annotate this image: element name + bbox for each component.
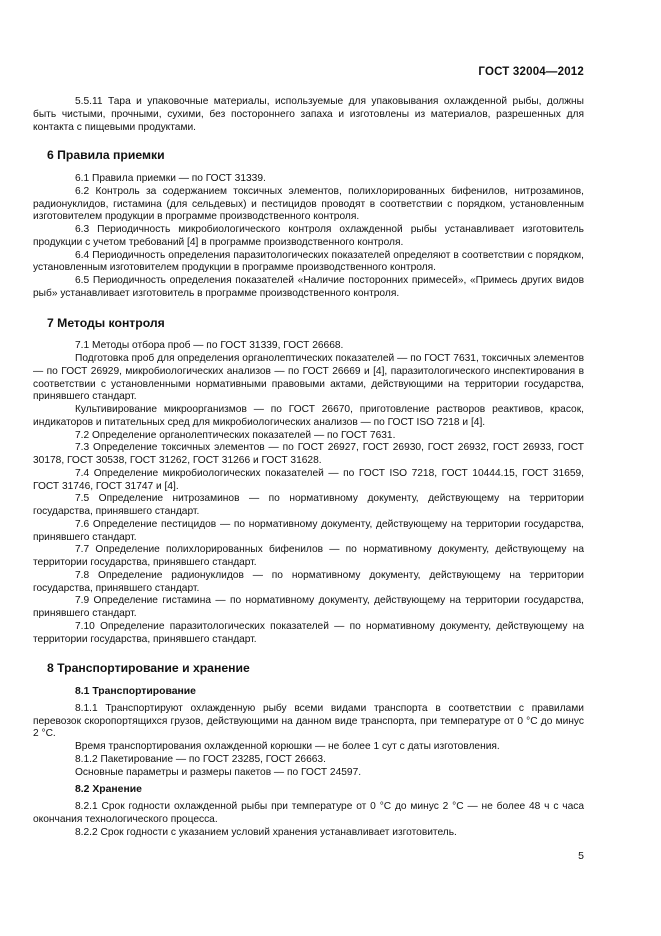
paragraph: 7.4 Определение микробиологических показателей — по ГОСТ ISO 7218, ГОСТ 10444.15, ГОСТ 31659, ГОСТ 31746, ГОСТ 31747 и [4]. — [33, 467, 584, 492]
section-7-title: 7 Методы контроля — [47, 315, 165, 330]
paragraph: 8.2.1 Срок годности охлажденной рыбы при температуре от 0 °С до минус 2 °С — не более 48 ч с часа окончания технологического процесса. — [33, 801, 584, 825]
paragraph: 8.1.1 Транспортируют охлажденную рыбу всеми видами транспорта в соответствии с правилами перевозок скоропортящихся грузов, действующими на данном виде транспорта, при температуре от 0 °С до минус 2 °С. — [33, 702, 584, 740]
paragraph: 7.5 Определение нитрозаминов — по нормативному документу, действующему на территории государства, принявшего стандарт. — [33, 493, 584, 517]
paragraph: Подготовка проб для определения органолептических показателей — по ГОСТ 7631, токсичных элементов — по ГОСТ 26929, микробиологических анализов — по ГОСТ 26669 и [4], паразитологического инспектирования в соответствии с установленными нормативными правовыми актами, действующими на территории государства, принявшего стандарт. — [33, 353, 584, 403]
paragraph: 7.9 Определение гистамина — по нормативному документу, действующему на территории государства, принявшего стандарт. — [33, 595, 584, 619]
document-header: ГОСТ 32004—2012 — [478, 66, 584, 78]
subsection-8-1-title: 8.1 Транспортирование — [75, 686, 196, 697]
paragraph: 8.1.2 Пакетирование — по ГОСТ 23285, ГОСТ 26663. — [75, 753, 326, 765]
paragraph: 7.1 Методы отбора проб — по ГОСТ 31339, ГОСТ 26668. — [75, 340, 344, 352]
paragraph: 7.7 Определение полихлорированных бифенилов — по нормативному документу, действующему на территории государства, принявшего стандарт. — [33, 544, 584, 568]
paragraph-5-5-11: 5.5.11 Тара и упаковочные материалы, используемые для упаковывания охлажденной рыбы, должны быть чистыми, прочными, сухими, без постороннего запаха и изготовлены из материалов, разрешенных для контакта с пищевыми продуктами. — [33, 96, 584, 133]
section-6-title: 6 Правила приемки — [47, 148, 165, 163]
page-content — [33, 96, 584, 839]
paragraph: 6.1 Правила приемки — по ГОСТ 31339. — [75, 173, 266, 184]
paragraph: 7.2 Определение органолептических показателей — по ГОСТ 7631. — [75, 429, 396, 441]
paragraph: 7.3 Определение токсичных элементов — по ГОСТ 26927, ГОСТ 26930, ГОСТ 26932, ГОСТ 26933, ГОСТ 30178, ГОСТ 30538, ГОСТ 31262, ГОСТ 31266 и ГОСТ 31628. — [33, 442, 584, 466]
paragraph: 7.8 Определение радионуклидов — по нормативному документу, действующему на территории государства, принявшего стандарт. — [33, 569, 584, 594]
page-number: 5 — [578, 850, 584, 862]
paragraph: 7.10 Определение паразитологических показателей — по нормативному документу, действующему на территории государства, принявшего стандарт. — [33, 620, 584, 645]
paragraph: Основные параметры и размеры пакетов — по ГОСТ 24597. — [75, 766, 362, 778]
paragraph: 8.2.2 Срок годности с указанием условий хранения устанавливает изготовитель. — [75, 826, 457, 838]
paragraph: 6.3 Периодичность микробиологического контроля охлажденной рыбы устанавливает изготовитель продукции с учетом требований [4] в программе производственного контроля. — [33, 224, 584, 248]
subsection-8-2-title: 8.2 Хранение — [75, 784, 142, 796]
paragraph: 7.6 Определение пестицидов — по нормативному документу, действующему на территории государства, принявшего стандарт. — [33, 518, 584, 543]
paragraph: 6.5 Периодичность определения показателей «Наличие посторонних примесей», «Примесь других видов рыб» устанавливает изготовитель в программе производственного контроля. — [33, 275, 584, 299]
paragraph: 6.2 Контроль за содержанием токсичных элементов, полихлорированных бифенилов, нитрозаминов, радионуклидов, гистамина (для сельдевых) и пестицидов проводят в соответствии с порядком, установленным изготовителем продукции в программе производственного контроля. — [33, 185, 584, 223]
paragraph: Культивирование микроорганизмов — по ГОСТ 26670, приготовление растворов реактивов, красок, индикаторов и питательных сред для микробиологических анализов — по ГОСТ ISO 7218 и [4]. — [33, 404, 584, 428]
paragraph: 6.4 Периодичность определения паразитологических показателей определяют в соответствии с порядком, установленным изготовителем продукции в программе производственного контроля. — [33, 249, 584, 274]
section-8-title: 8 Транспортирование и хранение — [47, 661, 250, 676]
paragraph: Время транспортирования охлажденной корюшки — не более 1 сут с даты изготовления. — [75, 741, 500, 752]
